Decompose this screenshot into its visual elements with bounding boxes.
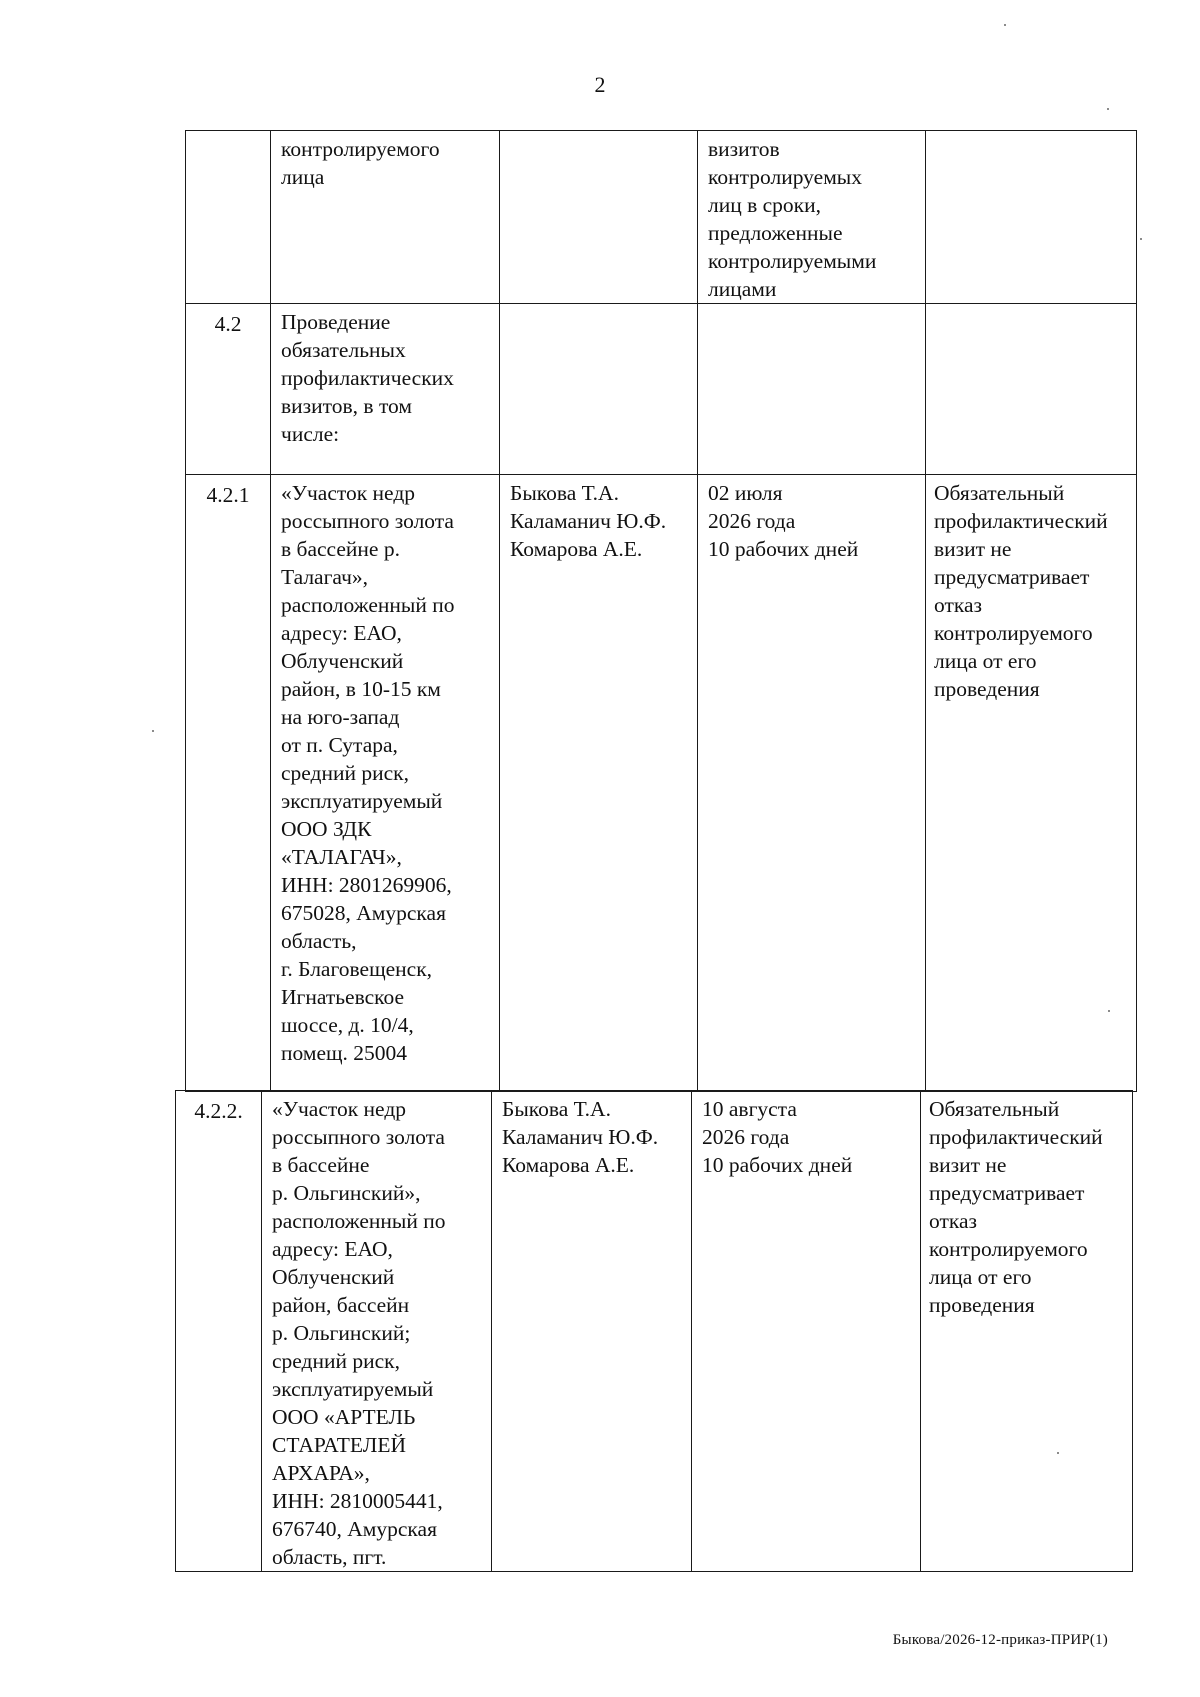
row-number-cell: 4.2.2. <box>176 1091 262 1572</box>
description-cell: контролируемого лица <box>271 131 500 304</box>
description-cell: Проведение обязательных профилактических визитов, в том числе: <box>271 304 500 475</box>
timing-cell: 10 августа 2026 года 10 рабочих дней <box>692 1091 921 1572</box>
note-cell: Обязательный профилактический визит не предусматривает отказ контролируемого лица от его проведения <box>926 475 1137 1092</box>
scan-speck <box>1108 1010 1110 1012</box>
scan-speck <box>1057 1452 1059 1454</box>
timing-cell <box>698 304 926 475</box>
responsible-cell <box>500 131 698 304</box>
plan-table-upper <box>185 130 1137 1092</box>
scan-speck <box>1004 24 1006 26</box>
table-row <box>176 1091 1133 1572</box>
responsible-cell: Быкова Т.А. Каламанич Ю.Ф. Комарова А.Е. <box>500 475 698 1092</box>
note-cell: Обязательный профилактический визит не предусматривает отказ контролируемого лица от его проведения <box>921 1091 1133 1572</box>
scan-speck <box>1107 108 1109 110</box>
note-cell <box>926 131 1137 304</box>
description-cell: «Участок недр россыпного золота в бассейне р. Ольгинский», расположенный по адресу: ЕАО, Облученский район, бассейн р. Ольгинский; средний риск, эксплуатируемый ООО «АРТЕЛЬ СТАРАТЕЛЕЙ АРХАРА», ИНН: 2810005441, 676740, Амурская область, пгт. <box>262 1091 492 1572</box>
table-row <box>186 304 1137 475</box>
timing-cell: 02 июля 2026 года 10 рабочих дней <box>698 475 926 1092</box>
row-number-cell: 4.2.1 <box>186 475 271 1092</box>
scan-speck <box>1140 238 1142 240</box>
document-reference: Быкова/2026-12-приказ-ПРИР(1) <box>892 1632 1108 1648</box>
note-cell <box>926 304 1137 475</box>
plan-table-lower <box>175 1090 1133 1572</box>
row-number-cell <box>186 131 271 304</box>
responsible-cell: Быкова Т.А. Каламанич Ю.Ф. Комарова А.Е. <box>492 1091 692 1572</box>
responsible-cell <box>500 304 698 475</box>
timing-cell: визитов контролируемых лиц в сроки, предложенные контролируемыми лицами <box>698 131 926 304</box>
table-row <box>186 131 1137 304</box>
table-row <box>186 475 1137 1092</box>
scan-speck <box>152 730 154 732</box>
row-number-cell: 4.2 <box>186 304 271 475</box>
page-number: 2 <box>594 72 606 97</box>
description-cell: «Участок недр россыпного золота в бассейне р. Талагач», расположенный по адресу: ЕАО, Облученский район, в 10-15 км на юго-запад от п. Сутара, средний риск, эксплуатируемый ООО ЗДК «ТАЛАГАЧ», ИНН: 2801269906, 675028, Амурская область, г. Благовещенск, Игнатьевское шоссе, д. 10/4, помещ. 25004 <box>271 475 500 1092</box>
